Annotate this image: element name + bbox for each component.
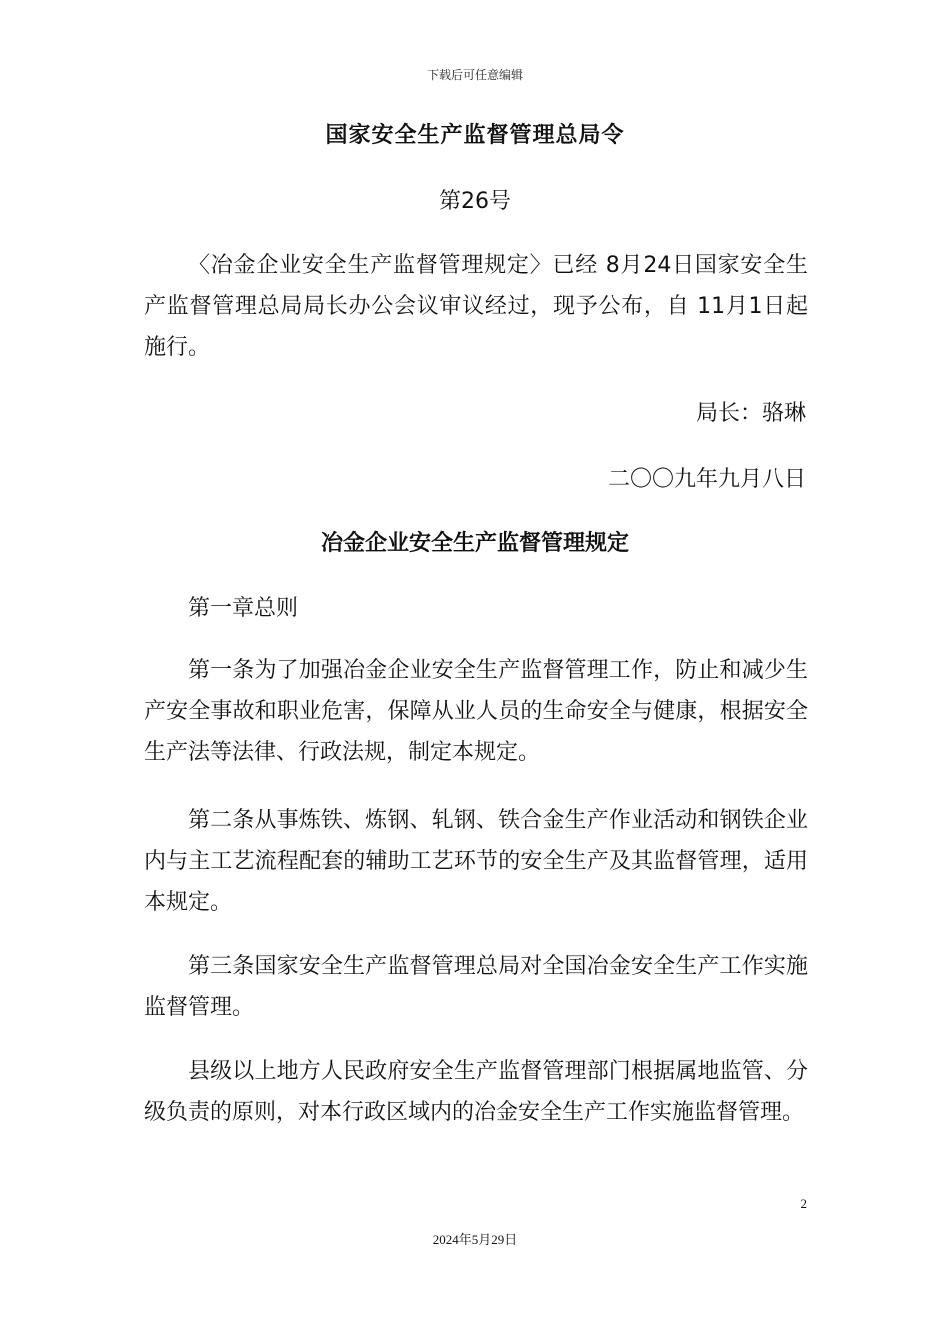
page-number: 2 [800, 1196, 807, 1211]
signature: 局长：骆琳 [695, 401, 806, 426]
order-number: 第26号 [439, 189, 511, 214]
article-3-paragraph-2: 县级以上地方人民政府安全生产监督管理部门根据属地监管、分级负责的原则，对本行政区域内的冶金安全生产工作实施监督管理。 [144, 1059, 808, 1125]
article-1: 第一条为了加强冶金企业安全生产监督管理工作，防止和减少生产安全事故和职业危害，保障从业人员的生命安全与健康，根据安全生产法等法律、行政法规，制定本规定。 [144, 658, 808, 765]
announcement-paragraph: 〈冶金企业安全生产监督管理规定〉已经 8月24日国家安全生产监督管理总局局长办公会议审议经过，现予公布，自 11月1日起施行。 [144, 253, 808, 360]
chapter-heading: 第一章总则 [188, 596, 299, 621]
article-2: 第二条从事炼铁、炼钢、轧钢、铁合金生产作业活动和钢铁企业内与主工艺流程配套的辅助工艺环节的安全生产及其监督管理，适用本规定。 [144, 808, 808, 915]
header-note: 下载后可任意编辑 [426, 68, 523, 82]
footer-date: 2024年5月29日 [432, 1232, 518, 1247]
article-3: 第三条国家安全生产监督管理总局对全国冶金安全生产工作实施监督管理。 [144, 954, 808, 1020]
order-title: 国家安全生产监督管理总局令 [325, 123, 625, 148]
regulation-title: 冶金企业安全生产监督管理规定 [320, 531, 629, 556]
issue-date: 二〇〇九年九月八日 [607, 467, 806, 492]
